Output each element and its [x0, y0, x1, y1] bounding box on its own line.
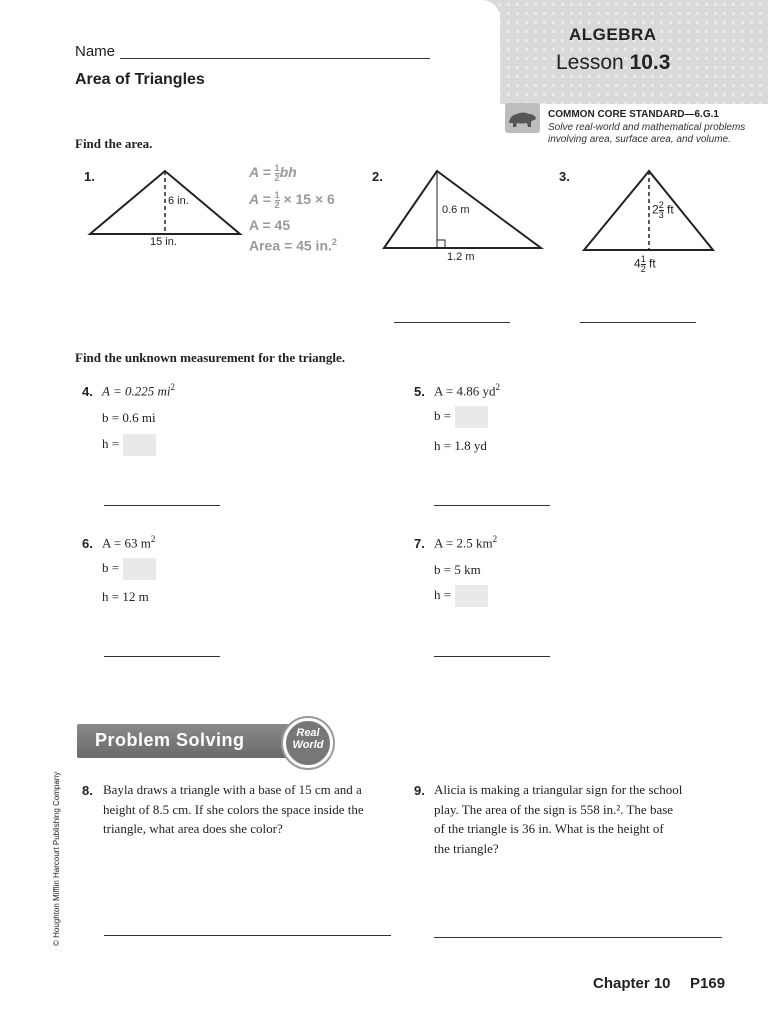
triangle-2-height-label: 0.6 m	[442, 204, 470, 216]
problem-7-number: 7.	[414, 536, 425, 551]
t3-base-unit: ft	[649, 256, 656, 271]
t3-base-whole: 4	[634, 256, 641, 271]
problem-6-number: 6.	[82, 536, 93, 551]
p8-line1: Bayla draws a triangle with a base of 15 cm and a	[103, 782, 362, 797]
problem-7-height	[434, 585, 488, 607]
answer-line-9[interactable]	[434, 937, 722, 938]
copyright-notice: © Houghton Mifflin Harcourt Publishing Company	[52, 771, 61, 946]
t3-height-whole: 2	[652, 202, 659, 217]
standard-description	[548, 122, 745, 146]
problem-4-number: 4.	[82, 384, 93, 399]
problem-1-number: 1.	[84, 169, 95, 184]
worked-line-4	[249, 237, 337, 254]
worked-2b: × 15 × 6	[283, 191, 335, 208]
standard-desc-line2: involving area, surface area, and volume.	[548, 134, 731, 145]
p7-line3: h =	[434, 586, 452, 602]
standard-desc-line1: Solve real-world and mathematical problems	[548, 122, 746, 133]
worked-2a: A =	[249, 191, 271, 208]
worked-1-num: 1	[274, 163, 280, 173]
p4-sup: 2	[170, 382, 175, 392]
p8-line3: triangle, what area does she color?	[103, 821, 283, 836]
worked-2-den: 2	[274, 200, 280, 210]
triangle-3-height-label	[652, 201, 674, 220]
t3-height-unit: ft	[667, 202, 674, 217]
t3-height-den: 3	[658, 210, 664, 220]
answer-line-7[interactable]	[434, 656, 550, 657]
p7-sup: 2	[492, 534, 498, 544]
problem-8-number: 8.	[82, 783, 93, 798]
worked-2-num: 1	[274, 190, 280, 200]
name-label: Name	[75, 43, 116, 60]
triangle-3-base-label	[634, 255, 656, 274]
worked-1b: bh	[279, 164, 297, 181]
real-world-badge	[283, 718, 333, 768]
section1-instruction: Find the area.	[75, 136, 153, 151]
p4-line3: h =	[102, 435, 120, 451]
worked-4: Area = 45 in.	[249, 237, 332, 254]
section2-instruction: Find the unknown measurement for the triangle.	[75, 350, 345, 365]
p5-sup: 2	[495, 382, 501, 392]
problem-solving-label: Problem Solving	[95, 730, 245, 750]
lesson-number: 10.3	[629, 51, 671, 74]
triangle-1-base-label: 15 in.	[150, 236, 177, 248]
t3-base-num: 1	[640, 254, 646, 264]
triangle-2-base-label: 1.2 m	[447, 251, 475, 263]
p9-line3: of the triangle is 36 in. What is the height of	[434, 821, 664, 836]
problem-7-answer-box[interactable]	[455, 585, 488, 607]
problem-4-height	[102, 434, 156, 456]
problem-7-base: b = 5 km	[434, 562, 481, 577]
p6-sup: 2	[150, 534, 156, 544]
problem-3-number: 3.	[559, 169, 570, 184]
worked-4-sup: 2	[331, 237, 337, 247]
p4-line1: A = 0.225 mi	[102, 383, 171, 399]
answer-line-4[interactable]	[104, 505, 220, 506]
problem-5-answer-box[interactable]	[455, 406, 488, 428]
problem-6-area	[102, 534, 155, 551]
p8-line2: height of 8.5 cm. If she colors the space inside the	[103, 801, 364, 817]
lesson-title	[556, 51, 670, 75]
problem-8-text	[103, 780, 398, 839]
answer-line-2[interactable]	[394, 322, 510, 323]
name-line[interactable]	[120, 58, 430, 59]
problem-9-text	[434, 780, 729, 858]
problem-5-base	[434, 406, 488, 428]
problem-6-base	[102, 558, 156, 580]
problem-7-area	[434, 534, 497, 551]
triangle-1-height-label: 6 in.	[168, 195, 189, 207]
problem-4-area	[102, 382, 175, 399]
footer-page: P169	[690, 975, 726, 992]
bear-icon	[505, 103, 540, 133]
problem-6-answer-box[interactable]	[123, 558, 156, 580]
t3-base-den: 2	[640, 264, 646, 274]
badge-line2: World	[292, 739, 324, 751]
t3-height-num: 2	[658, 200, 664, 210]
triangle-3-figure	[580, 165, 720, 255]
answer-line-6[interactable]	[104, 656, 220, 657]
problem-solving-banner	[77, 724, 349, 760]
answer-line-5[interactable]	[434, 505, 550, 506]
worked-line-2	[249, 191, 335, 210]
footer-chapter: Chapter 10	[593, 975, 671, 992]
lesson-prefix: Lesson	[556, 51, 624, 74]
p6-line1: A = 63 m	[102, 535, 151, 551]
worksheet-title: Area of Triangles	[75, 71, 205, 88]
lesson-kicker: ALGEBRA	[569, 25, 657, 44]
problem-4-answer-box[interactable]	[123, 434, 156, 456]
problem-5-area	[434, 382, 500, 399]
p5-line1: A = 4.86 yd	[434, 383, 496, 399]
p9-line1: Alicia is making a triangular sign for the school	[434, 782, 683, 797]
worked-1a: A =	[249, 164, 271, 181]
worked-line-3: A = 45	[249, 217, 291, 233]
p6-line2: b =	[102, 559, 120, 575]
problem-4-base: b = 0.6 mi	[102, 410, 156, 425]
problem-5-height: h = 1.8 yd	[434, 438, 487, 453]
worked-line-1	[249, 164, 297, 183]
answer-line-8[interactable]	[104, 935, 391, 936]
answer-line-3[interactable]	[580, 322, 696, 323]
standard-title: COMMON CORE STANDARD—6.G.1	[548, 109, 719, 120]
p9-line4: the triangle?	[434, 840, 499, 856]
problem-2-number: 2.	[372, 169, 383, 184]
p7-line1: A = 2.5 km	[434, 535, 493, 551]
p9-line2: play. The area of the sign is 558 in.². The base	[434, 801, 674, 817]
problem-6-height: h = 12 m	[102, 589, 149, 604]
problem-9-number: 9.	[414, 783, 425, 798]
worked-1-den: 2	[274, 173, 280, 183]
p5-line2: b =	[434, 407, 452, 423]
problem-5-number: 5.	[414, 384, 425, 399]
badge-line1: Real	[296, 727, 320, 739]
